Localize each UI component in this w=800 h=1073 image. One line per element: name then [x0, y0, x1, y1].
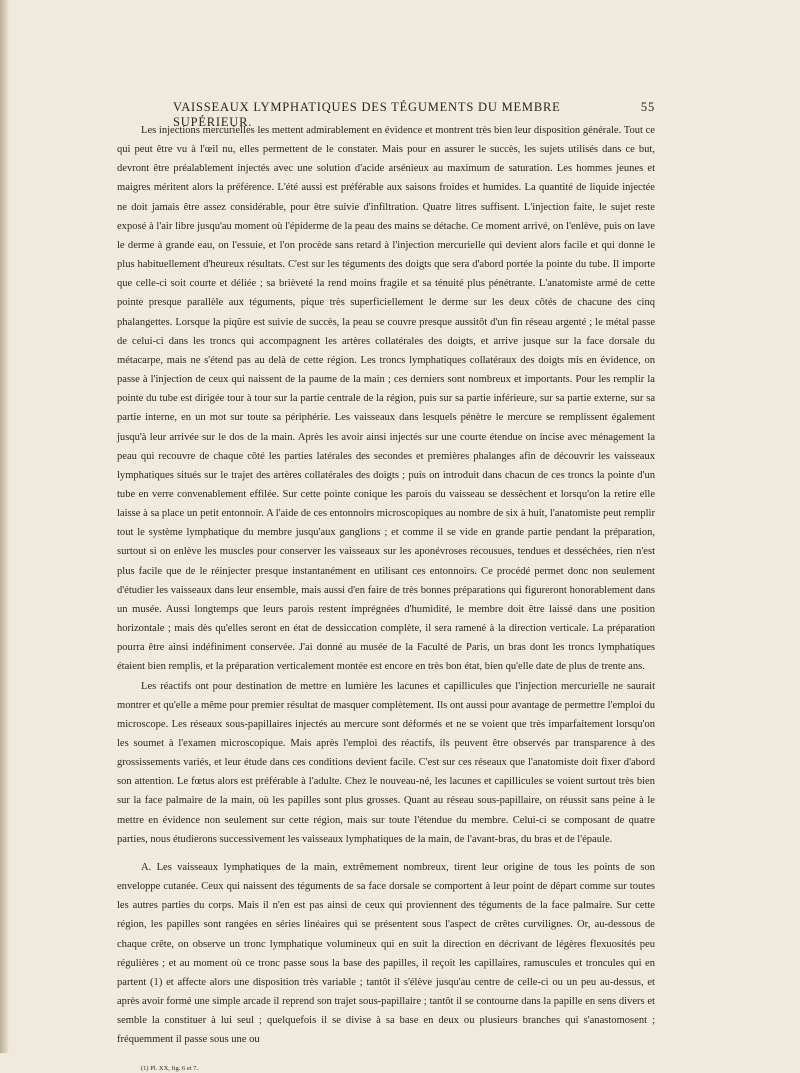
page-number: 55 — [640, 100, 655, 114]
book-page — [117, 100, 655, 1073]
running-header — [117, 100, 655, 129]
paragraph-section-a-hand: A. Les vaisseaux lymphatiques de la main, extrêmement nombreux, tirent leur origine de tous les points de son enveloppe cutanée. Ceux qui naissent des téguments de sa face dorsale se comportent à leur point de départ comme sur toutes les autres parties du corps. Mais il n'en est pas ainsi de ceux qui proviennent des téguments de la face palmaire. Sur cette région, les papilles sont rangées en séries linéaires qui se présentent sous l'aspect de crêtes curvilignes. Or, au-dessous de chaque crête, on observe un tronc lymphatique volumineux qui en suit la direction en décrivant de légères flexuosités peu régulières ; et au moment où ce tronc passe sous la base des papilles, il reçoit les capillaires, ramuscules et troncules qui en partent (1) et affecte alors une disposition très variable ; tantôt il s'élève jusqu'au centre de celle-ci ou un peu au-dessus, et après avoir formé une simple arcade il reprend son trajet sous-papillaire ; tantôt il se contourne dans la papille en sens divers et semble la constituer à lui seul ; quelquefois il se divise à sa base en deux ou plusieurs branches qui s'anastomosent ; fréquemment il passe sous une ou — [117, 861, 655, 1046]
running-title: VAISSEAUX LYMPHATIQUES DES TÉGUMENTS DU MEMBRE SUPÉRIEUR. — [173, 100, 561, 129]
paragraph-reagents: Les réactifs ont pour destination de mettre en lumière les lacunes et capillicules que l'injection mercurielle ne saurait montrer et qu'elle a même pour premier résultat de masquer complètement. Ils ont aussi pour avantage de permettre l'emploi du microscope. Les réseaux sous-papillaires injectés au mercure sont déformés et ne se voient que très imparfaitement lorsqu'on les soumet à l'examen microscopique. Mais après l'emploi des réactifs, ils peuvent être observés par transparence à des grossissements variés, et leur étude dans ces conditions devient facile. C'est sur ces réseaux que l'anatomiste doit fixer d'abord son attention. Le fœtus alors est préférable à l'adulte. Chez le nouveau-né, les lacunes et capillicules se voient surtout très bien sur la face palmaire de la main, où les papilles sont plus grosses. Quant au réseau sous-papillaire, on réussit sans peine à le mettre en évidence non seulement sur cette région, mais sur toute l'étendue du membre. Celui-ci se composant de quatre parties, nous étudierons successivement les vaisseaux lymphatiques de la main, de l'avant-bras, du bras et de l'épaule. — [117, 680, 655, 845]
footnote: (1) Pl. XX, fig. 6 et 7. — [141, 1064, 199, 1072]
paragraph-injection-method: Les injections mercurielles les mettent admirablement en évidence et montrent très bien leur disposition générale. Tout ce qui peut être vu à l'œil nu, elles permettent de le constater. Mais pour en assurer le succès, les sujets utilisés dans ce but, devront être préalablement injectés avec une solution d'acide arsénieux au maximum de saturation. Les hommes jeunes et maigres méritent alors la préférence. L'été aussi est préférable aux saisons froides et humides. La quantité de liquide injectée ne doit jamais être assez considérable, pour être suivie d'infiltration. Quatre litres suffisent. L'injection faite, le sujet reste exposé à l'air libre jusqu'au moment où l'épiderme de la peau des mains se détache. Ce moment arrivé, on l'enlève, puis on lave le derme à grande eau, on l'essuie, et l'on procède sans retard à l'injection mercurielle qui devient alors facile et qui donne le plus habituellement d'heureux résultats. C'est sur les téguments des doigts que sera d'abord portée la pointe du tube. Il importe que celle-ci soit courte et déliée ; sa brièveté la rend moins fragile et sa ténuité plus pénétrante. L'anatomiste armé de cette pointe presque parallèle aux téguments, pique très superficiellement le derme sur les deux côtés de chacune des cinq phalangettes. Lorsque la piqûre est suivie de succès, la peau se couvre presque aussitôt d'un fin réseau argenté ; le métal passe de celui-ci dans les troncs qui accompagnent les artères collatérales des doigts, et arrive jusque sur la face dorsale du métacarpe, mais ne s'étend pas au delà de cette région. Les troncs lymphatiques collatéraux des doigts mis en évidence, on passe à l'injection de ceux qui naissent de la paume de la main ; ces derniers sont nombreux et importants. Pour les remplir la pointe du tube est dirigée tour à tour sur la partie centrale de la région, puis sur sa partie inférieure, sur sa partie externe, sur sa partie interne, en un mot sur toute sa périphérie. Les vaisseaux dans lesquels pénètre le mercure se remplissent également jusqu'à leur arrivée sur le dos de la main. Après les avoir ainsi injectés sur une courte étendue on incise avec ménagement la peau qui recouvre de chaque côté les parties latérales des secondes et premières phalanges afin de découvrir les vaisseaux lymphatiques situés sur le trajet des artères collatérales des doigts ; puis on introduit dans chacun de ces troncs la pointe d'un tube en verre convenablement effilée. Sur cette pointe conique les parois du vaisseau se dessèchent et lorsqu'on la retire elle laisse à sa place un petit entonnoir. A l'aide de ces entonnoirs microscopiques au nombre de six à huit, l'anatomiste peut remplir tout le système lymphatique du membre jusqu'aux ganglions ; et comme il se vide en grande partie pendant la préparation, surtout si on enlève les muscles pour conserver les vaisseaux sur les aponévroses recousues, tendues et desséchées, rien n'est plus facile que de le réinjecter presque instantanément en utilisant ces entonnoirs. Ce procédé permet donc non seulement d'étudier les vaisseaux dans leur ensemble, mais aussi d'en faire de très bonnes préparations qui figureront honorablement dans un musée. Aussi longtemps que leurs parois restent imprégnées d'humidité, le membre doit être laissé dans une position horizontale ; mais dès qu'elles seront en état de dessiccation complète, il sera ramené à la direction verticale. La préparation pourra être ainsi indéfiniment conservée. J'ai donné au musée de la Faculté de Paris, un bras dont les troncs lymphatiques étaient bien remplis, et la préparation verticalement montée est encore en très bon état, bien qu'elle date de plus de trente ans. — [117, 125, 655, 673]
main-text — [117, 121, 655, 1050]
page-binding-edge — [0, 0, 9, 1053]
